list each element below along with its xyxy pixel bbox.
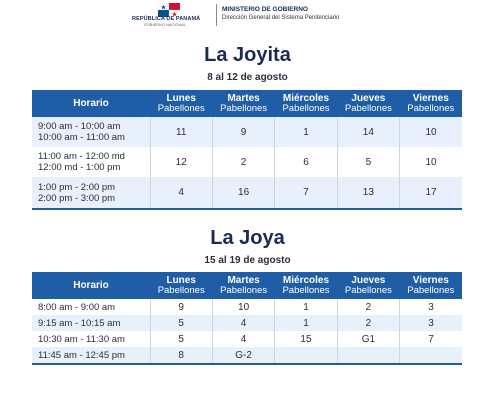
value-cell: 6: [275, 147, 337, 177]
value-cell: 9: [150, 299, 212, 315]
value-cell: 3: [400, 299, 462, 315]
column-header-martes: [212, 272, 274, 299]
joyita-dates: 8 al 12 de agosto: [207, 72, 288, 83]
joyita-schedule-table: [32, 90, 462, 210]
time-slot: 9:15 am - 10:15 am: [38, 317, 121, 329]
time-slot: 11:45 am - 12:45 pm: [38, 349, 125, 361]
pabellones-label: Pabellones: [407, 102, 455, 114]
value-cell: 14: [337, 117, 399, 147]
day-label: Jueves: [351, 274, 386, 286]
value-cell: 8: [150, 347, 212, 364]
pabellones-label: Pabellones: [220, 102, 268, 114]
column-header-horario: Horario: [32, 272, 150, 299]
time-cell: [32, 331, 150, 347]
day-label: Lunes: [166, 92, 196, 104]
value-cell: 10: [400, 147, 462, 177]
column-header-lunes: [150, 90, 212, 117]
directorate-label: Dirección General del Sistema Penitenciario: [222, 15, 340, 21]
value-cell: [275, 347, 337, 364]
value-cell: [400, 347, 462, 364]
value-cell: 1: [275, 117, 337, 147]
day-label: Miércoles: [282, 274, 330, 286]
pabellones-label: Pabellones: [282, 102, 330, 114]
time-slot: 1:00 pm - 2:00 pm: [38, 181, 116, 193]
time-slot: 2:00 pm - 3:00 pm: [38, 192, 116, 204]
joya-title: La Joya: [210, 227, 285, 249]
table-row: [32, 177, 462, 209]
value-cell: 9: [212, 117, 274, 147]
value-cell: 17: [400, 177, 462, 209]
header: [0, 2, 495, 28]
value-cell: 10: [400, 117, 462, 147]
table-row: [32, 315, 462, 331]
table-header-row: [32, 90, 462, 117]
column-header-miercoles: [275, 272, 337, 299]
time-slot: 11:00 am - 12:00 md: [38, 151, 125, 162]
value-cell: 13: [337, 177, 399, 209]
pabellones-label: Pabellones: [344, 284, 392, 296]
pabellones-label: Pabellones: [282, 284, 330, 296]
time-cell: [32, 147, 150, 177]
time-slot: 10:30 am - 11:30 am: [38, 333, 125, 345]
joya-dates: 15 al 19 de agosto: [204, 255, 291, 266]
table-header-row: [32, 272, 462, 299]
column-header-viernes: [400, 272, 462, 299]
time-cell: [32, 117, 150, 147]
day-label: Martes: [227, 92, 260, 104]
value-cell: 7: [400, 331, 462, 347]
value-cell: 2: [337, 299, 399, 315]
table-row: [32, 117, 462, 147]
day-label: Miércoles: [282, 92, 330, 104]
value-cell: 4: [212, 315, 274, 331]
value-cell: 5: [150, 331, 212, 347]
value-cell: 16: [212, 177, 274, 209]
time-slot: 12:00 md - 1:00 pm: [38, 162, 121, 173]
day-label: Martes: [227, 274, 260, 286]
value-cell: 15: [275, 331, 337, 347]
pabellones-label: Pabellones: [157, 102, 205, 114]
value-cell: 5: [150, 315, 212, 331]
time-slot: 10:00 am - 11:00 am: [38, 132, 125, 143]
value-cell: 1: [275, 299, 337, 315]
value-cell: 1: [275, 315, 337, 331]
day-label: Lunes: [166, 274, 196, 286]
ministry-label: MINISTERIO DE GOBIERNO: [222, 6, 308, 13]
pabellones-label: Pabellones: [407, 284, 455, 296]
header-divider: [216, 4, 217, 26]
table-row: [32, 299, 462, 315]
time-cell: [32, 177, 150, 209]
time-slot: 8:00 am - 9:00 am: [38, 301, 116, 313]
value-cell: G-2: [212, 347, 274, 364]
value-cell: 5: [337, 147, 399, 177]
panama-flag-icon: [158, 3, 180, 17]
column-header-miercoles: [275, 90, 337, 117]
value-cell: 2: [212, 147, 274, 177]
government-label: GOBIERNO NACIONAL: [144, 23, 187, 27]
pabellones-label: Pabellones: [220, 284, 268, 296]
table-row: [32, 147, 462, 177]
value-cell: 10: [212, 299, 274, 315]
pabellones-label: Pabellones: [344, 102, 392, 114]
pabellones-label: Pabellones: [157, 284, 205, 296]
time-cell: [32, 315, 150, 331]
column-header-lunes: [150, 272, 212, 299]
republic-label: REPÚBLICA DE PANAMÁ: [132, 16, 201, 22]
value-cell: 12: [150, 147, 212, 177]
column-header-horario: Horario: [32, 90, 150, 117]
value-cell: [337, 347, 399, 364]
joyita-title: La Joyita: [204, 44, 291, 66]
value-cell: 3: [400, 315, 462, 331]
column-header-jueves: [337, 90, 399, 117]
value-cell: 2: [337, 315, 399, 331]
day-label: Viernes: [412, 92, 449, 104]
value-cell: 4: [212, 331, 274, 347]
value-cell: 4: [150, 177, 212, 209]
value-cell: 7: [275, 177, 337, 209]
joya-schedule-table: [32, 272, 462, 365]
table-row: [32, 347, 462, 364]
value-cell: G1: [337, 331, 399, 347]
day-label: Jueves: [351, 92, 386, 104]
column-header-martes: [212, 90, 274, 117]
time-cell: [32, 347, 150, 364]
table-row: [32, 331, 462, 347]
column-header-jueves: [337, 272, 399, 299]
day-label: Viernes: [412, 274, 449, 286]
time-cell: [32, 299, 150, 315]
time-slot: 9:00 am - 10:00 am: [38, 121, 121, 132]
column-header-viernes: [400, 90, 462, 117]
value-cell: 11: [150, 117, 212, 147]
